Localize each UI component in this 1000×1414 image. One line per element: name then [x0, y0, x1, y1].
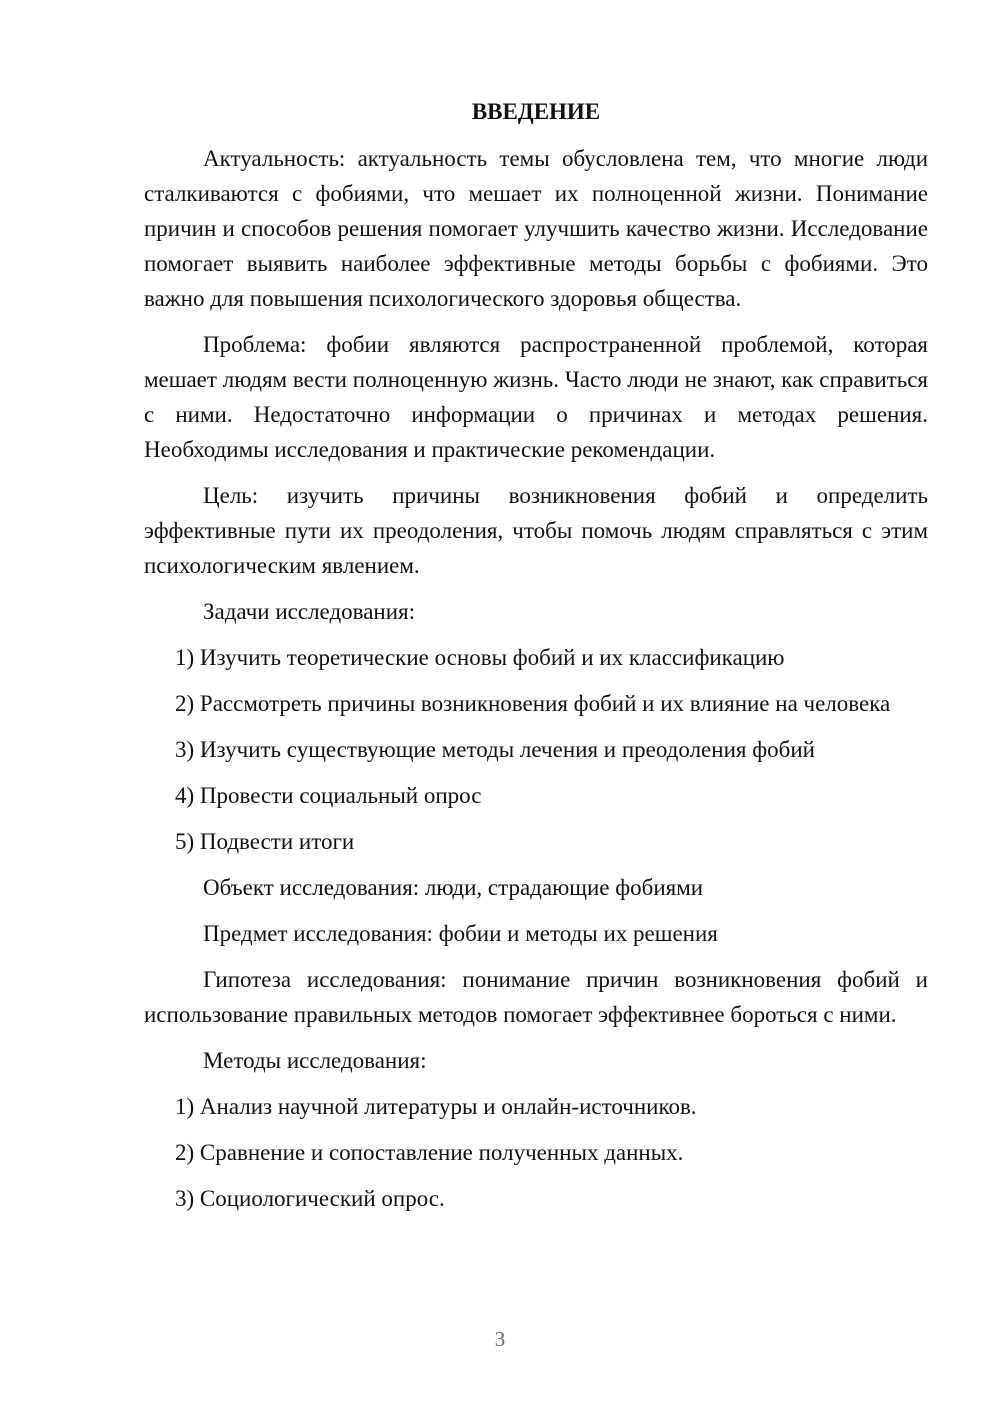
tasks-heading: Задачи исследования:	[203, 599, 416, 624]
relevance-paragraph: Актуальность: актуальность темы обусловлена тем, что многие люди сталкиваются с фобиями, что мешает их полноценной жизни. Понимание причин и способов решения помогает улучшить качество жизни. Исследование помогает выявить наиболее эффективные методы борьбы с фобиями. Это важно для повышения психологического здоровья общества.	[144, 146, 928, 311]
task-item-5: 5) Подвести итоги	[175, 829, 355, 854]
task-item-3: 3) Изучить существующие методы лечения и преодоления фобий	[175, 737, 815, 762]
section-title: ВВЕДЕНИЕ	[471, 99, 601, 124]
task-item-4: 4) Провести социальный опрос	[175, 783, 482, 808]
task-item-2: 2) Рассмотреть причины возникновения фобий и их влияние на человека	[175, 691, 891, 716]
method-item-3: 3) Социологический опрос.	[175, 1186, 445, 1211]
goal-paragraph: Цель: изучить причины возникновения фобий и определить эффективные пути их преодоления, чтобы помочь людям справляться с этим психологическим явлением.	[144, 483, 928, 578]
page-number: 3	[494, 1327, 506, 1351]
method-item-2: 2) Сравнение и сопоставление полученных данных.	[175, 1140, 684, 1165]
problem-paragraph: Проблема: фобии являются распространенной проблемой, которая мешает людям вести полноценную жизнь. Часто люди не знают, как справиться с ними. Недостаточно информации о причинах и методах решения. Необходимы исследования и практические рекомендации.	[144, 332, 928, 462]
methods-heading: Методы исследования:	[203, 1048, 427, 1073]
method-item-1: 1) Анализ научной литературы и онлайн-источников.	[175, 1094, 697, 1119]
task-item-1: 1) Изучить теоретические основы фобий и их классификацию	[175, 645, 785, 670]
research-object: Объект исследования: люди, страдающие фобиями	[203, 875, 704, 900]
page-content	[144, 94, 928, 1227]
hypothesis-paragraph: Гипотеза исследования: понимание причин возникновения фобий и использование правильных методов помогает эффективнее бороться с ними.	[144, 967, 928, 1027]
research-subject: Предмет исследования: фобии и методы их решения	[203, 921, 718, 946]
